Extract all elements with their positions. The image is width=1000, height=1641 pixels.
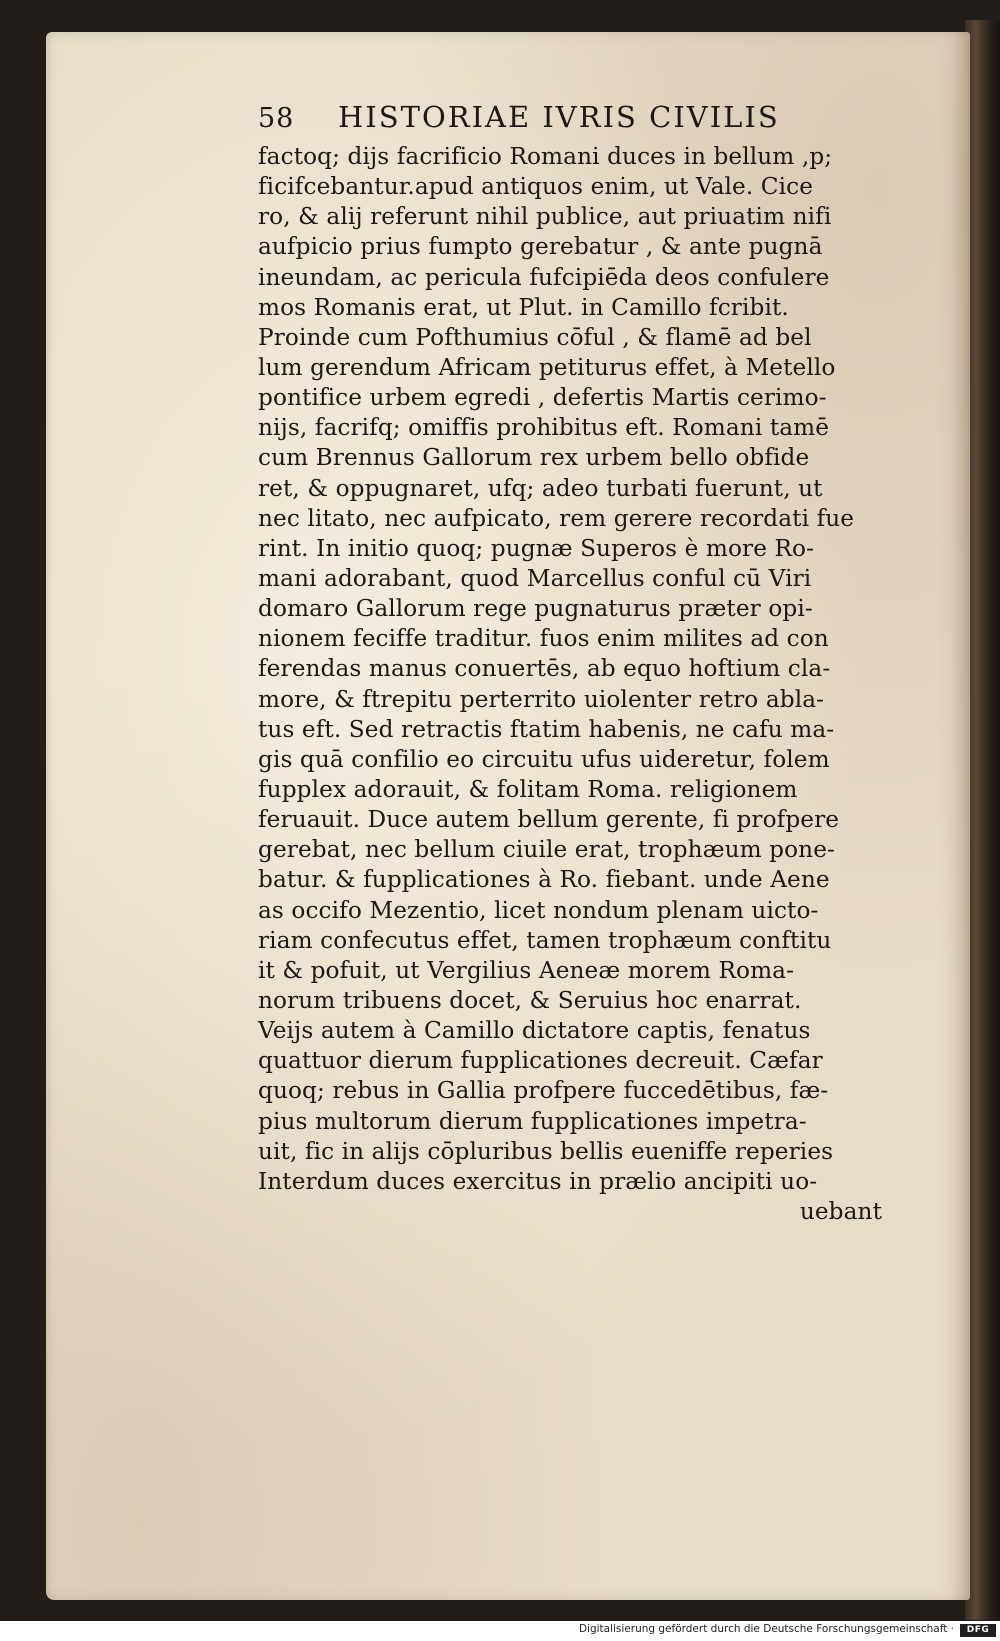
text-line: domaro Gallorum rege pugnaturus præter opi- <box>258 595 813 623</box>
text-line: mani adorabant, quod Marcellus conful cū Viri <box>258 564 812 592</box>
text-line: rint. In initio quoq; pugnæ Superos è more Ro- <box>258 534 815 562</box>
text-line: pius multorum dierum fupplicationes impetra- <box>258 1107 807 1135</box>
text-line: ineundam, ac pericula fufcipiēda deos confulere <box>258 263 830 291</box>
text-line: ferendas manus conuertēs, ab equo hoftium cla- <box>258 655 831 683</box>
text-line: tus eft. Sed retractis ftatim habenis, ne cafu ma- <box>258 715 835 743</box>
text-line: batur. & fupplicationes à Ro. fiebant. unde Aene <box>258 866 830 894</box>
text-line: norum tribuens docet, & Seruius hoc enarrat. <box>258 986 802 1014</box>
text-line: pontifice urbem egredi , defertis Martis cerimo- <box>258 384 827 412</box>
text-line: Veijs autem à Camillo dictatore captis, fenatus <box>258 1017 811 1045</box>
book-edge <box>965 20 1000 1620</box>
text-line: ret, & oppugnaret, ufq; adeo turbati fuerunt, ut <box>258 474 823 502</box>
text-line: gerebat, nec bellum ciuile erat, trophæum pone- <box>258 836 835 864</box>
text-line: riam confecutus effet, tamen trophæum conftitu <box>258 926 832 954</box>
text-line: gis quā confilio eo circuitu ufus uideretur, folem <box>258 745 830 773</box>
text-line: more, & ftrepitu perterrito uiolenter retro abla- <box>258 685 825 713</box>
text-line: nionem feciffe traditur. fuos enim milites ad con <box>258 625 829 653</box>
text-line: fupplex adorauit, & folitam Roma. religionem <box>258 775 798 803</box>
text-line: nec litato, nec aufpicato, rem gerere recordati fue <box>258 504 855 532</box>
footer-credit: Digitalisierung gefördert durch die Deutsche Forschungsgemeinschaft · <box>578 1623 954 1635</box>
text-line: quoq; rebus in Gallia profpere fuccedētibus, fæ- <box>258 1077 829 1105</box>
text-line: as occifo Mezentio, licet nondum plenam uicto- <box>258 896 819 924</box>
text-line: ro, & alij referunt nihil publice, aut priuatim nifi <box>258 203 832 231</box>
footer-bar <box>0 1621 1000 1641</box>
text-line: it & pofuit, ut Vergilius Aeneæ morem Roma- <box>258 956 795 984</box>
text-line: lum gerendum Africam petiturus effet, à Metello <box>258 353 836 381</box>
dfg-logo: DFG <box>960 1624 996 1637</box>
text-line: cum Brennus Gallorum rex urbem bello obfide <box>258 444 810 472</box>
text-line: Proinde cum Pofthumius cōful , & flamē ad bel <box>258 323 812 351</box>
page-number: 58 <box>258 103 295 134</box>
text-line: factoq; dijs facrificio Romani duces in bellum ,p; <box>258 143 833 170</box>
body-text <box>258 142 898 1197</box>
text-line: feruauit. Duce autem bellum gerente, fi profpere <box>258 806 840 834</box>
text-line: Interdum duces exercitus in prælio ancipiti uo- <box>258 1167 818 1195</box>
text-block <box>258 100 898 1227</box>
text-line: mos Romanis erat, ut Plut. in Camillo fcribit. <box>258 293 789 321</box>
running-head-title: HISTORIAE IVRIS CIVILIS <box>338 100 780 134</box>
text-line: ficifcebantur.apud antiquos enim, ut Vale. Cice <box>258 173 814 201</box>
running-head <box>258 100 898 142</box>
text-line: uit, fic in alijs cōpluribus bellis eueniffe reperies <box>258 1137 834 1165</box>
text-line: nijs, facrifq; omiffis prohibitus eft. Romani tamē <box>258 414 830 442</box>
catchword: uebant <box>799 1197 882 1225</box>
text-line: aufpicio prius fumpto gerebatur , & ante pugnā <box>258 233 823 261</box>
text-line: quattuor dierum fupplicationes decreuit. Cæfar <box>258 1047 823 1075</box>
